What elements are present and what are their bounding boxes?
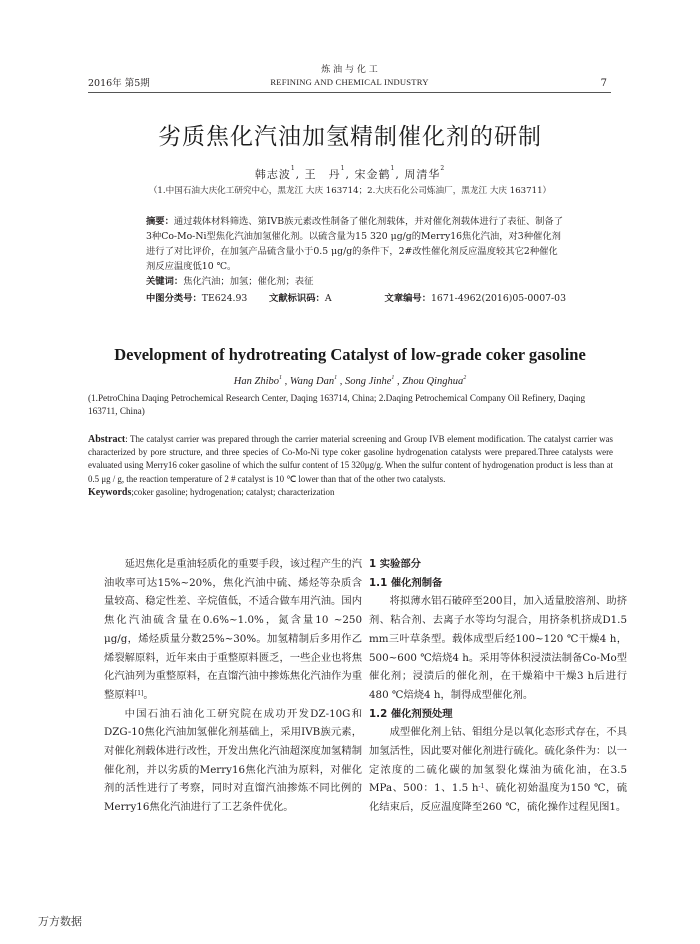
- running-header: [88, 64, 611, 93]
- author: 王 丹$^1$: [304, 165, 346, 181]
- body-column-right: [369, 555, 627, 817]
- abstract-cn: [146, 214, 566, 306]
- body-paragraph: 成型催化剂上钴、钼组分是以氧化态形式存在，不具加氢活性，因此要对催化剂进行硫化。硫化条件为：以一定浓度的二硫化碳的加氢裂化煤油为硫化油，在3.5 MPa、500：1、1.5 $h^{-1}$、硫化初始温度为150 ℃，硫化结束后，反应温度降至260 ℃，硫化操作过程见图1。: [369, 726, 627, 814]
- subsection-heading: 1.2 催化剂预处理: [369, 707, 453, 720]
- issue-label: 2016年 第5期: [88, 78, 150, 89]
- classification-row: [146, 291, 566, 306]
- authors-en: Han Zhibo$^1$ , Wang Dan$^1$ , Song Jinhe$^1$ , Zhou Qinghua$^2$: [233, 375, 467, 387]
- author: Song Jinhe$^1$: [345, 375, 395, 387]
- intro-paragraph: 延迟焦化是重油轻质化的重要手段，该过程产生的汽油收率可达15%~20%，焦化汽油中硫、烯烃等杂质含量较高、稳定性差、辛烷值低，不适合做车用汽油。国内焦化汽油硫含量在0.6%~1.0%，氮含量10 ~250 μg/g，烯烃质量分数25%~30%。加氢精制后多用作乙烯裂解原料，近年来由于重整原料匮乏，一些企业也将焦化汽油列为重整原料，在直馏汽油中掺炼焦化汽油作为重整原料[1]。: [104, 558, 362, 701]
- body-column-left: [104, 555, 362, 817]
- watermark: 万方数据: [38, 915, 82, 928]
- intro-paragraph: 中国石油石油化工研究院在成功开发DZ-10G和DZG-10焦化汽油加氢催化剂基础上，采用IVB族元素，对催化剂载体进行改性，开发出焦化汽油超深度加氢精制催化剂，并以劣质的Merry16焦化汽油为原料，对催化剂的活性进行了考察，同时对直馏汽油掺炼不同比例的Merry16焦化汽油进行了工艺条件优化。: [104, 707, 362, 814]
- author: 韩志波$^1$: [254, 165, 296, 181]
- author: Zhou Qinghua$^2$: [402, 375, 467, 387]
- title-en: Development of hydrotreating Catalyst of low-grade coker gasoline: [114, 345, 586, 364]
- journal-name-cn: 炼 油 与 化 工: [321, 65, 378, 75]
- body-paragraph: 将拟薄水铝石破碎至200目，加入适量胶溶剂、助挤剂、粘合剂、去离子水等均匀混合，用挤条机挤成D1.5 mm三叶草条型。载体成型后经100~120 ℃干燥4 h，500~600 ℃焙烧4 h。采用等体积浸渍法制备Co-Mo型催化剂；浸渍后的催化剂，在干燥箱中干燥3 h后进行480 ℃焙烧4 h，制得成型催化剂。: [369, 595, 627, 701]
- page-number: 7: [600, 78, 607, 89]
- author: 周清华$^2$: [404, 165, 446, 181]
- subsection-heading: 1.1 催化剂制备: [369, 576, 443, 589]
- section-heading: 1 实验部分: [369, 558, 421, 570]
- keywords-cn: 关键词：焦化汽油；加氢；催化剂；表征: [146, 276, 314, 287]
- authors-cn: 韩志波$^1$, 王 丹$^1$, 宋金鹤$^1$, 周清华$^2$: [254, 165, 446, 181]
- author: 宋金鹤$^1$: [354, 165, 396, 181]
- citation[interactable]: [1]: [134, 689, 144, 697]
- journal-name-en: REFINING AND CHEMICAL INDUSTRY: [270, 77, 429, 87]
- article-number: 文章编号：1671-4962(2016)05-0007-03: [384, 293, 566, 304]
- title-cn: 劣质焦化汽油加氢精制催化剂的研制: [158, 124, 542, 150]
- clc-number: 中图分类号：TE624.93: [146, 293, 248, 304]
- author: Han Zhibo$^1$: [233, 375, 282, 387]
- affiliation-en: (1.PetroChina Daqing Petrochemical Research Center, Daqing 163714, China; 2.Daqing Petrochemical Company Oil Refinery, Daqing 163711, China): [88, 393, 586, 416]
- author: Wang Dan$^1$: [289, 375, 338, 387]
- abstract-cn-text: 摘要：通过载体材料筛选、第IVB族元素改性制备了催化剂载体，并对催化剂载体进行了表征、制备了3种Co-Mo-Ni型焦化汽油加氢催化剂。以硫含量为15 320 μg/g的Merry16焦化汽油，对3种催化剂进行了对比评价，在加氢产品硫含量小于0.5 μg/g的条件下，2#改性催化剂反应温度较其它2种催化剂反应温度低10 ℃。: [146, 216, 564, 272]
- abstract-en: [88, 433, 613, 499]
- keywords-en: Keywords;coker gasoline; hydrogenation; catalyst; characterization: [88, 486, 335, 498]
- abstract-en-text: Abstract: The catalyst carrier was prepared through the carrier material screening and Group IVB element modification. The catalyst carrier was characterized by pore structure, and three species of Co-Mo-Ni type coker gasoline hydrogenation catalysts were prepared.Three catalysts were evaluated using Merry16 coker gasoline of which the sulfur content of 15 320μg/g. When the sulfur content of hydrogenation product is less than at 0.5 μg / g, the reaction temperature of 2 # catalyst is 10 ℃ lower than that of the other two catalysts.: [88, 434, 613, 484]
- document-code: 文献标识码：A: [269, 293, 332, 304]
- journal-name: [88, 64, 611, 88]
- affiliation-cn: （1.中国石油大庆化工研究中心，黑龙江 大庆 163714；2.大庆石化公司炼油厂，黑龙江 大庆 163711）: [148, 186, 552, 196]
